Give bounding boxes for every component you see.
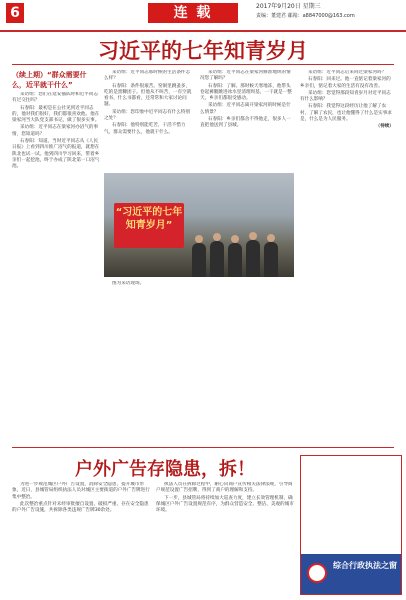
paragraph: 石春阳：了解。那时候天寒地冻，他带头卷起裤腿跳进冰水里清理坝基，一干就是一整天。乡亲们都很受感动。 (200, 83, 292, 102)
paragraph: 石春阳：条件很艰苦。窑洞里跳蚤多，吃的是黑糠团子。但他从不叫苦，一有空就看书，什么书都看，还常常和大家讨论问题。 (104, 83, 192, 108)
headline-rule (12, 64, 394, 65)
section-title: 连 载 (148, 3, 238, 23)
page-header (0, 0, 406, 32)
paragraph: 采访组：您印象中近平同志有什么特别之处？ (104, 109, 191, 122)
paragraph: 采访组：您觉得那段知青岁月对近平同志有什么影响？ (300, 90, 391, 103)
paragraph: 石春阳：乡亲们都舍不得他走，很多人一直把他送到了县城。 (200, 117, 291, 129)
enforcement-ad-box (300, 455, 402, 595)
emblem-icon (307, 563, 327, 583)
intro-subtitle: （续上期）“群众需要什么，近平就干什么” (12, 71, 87, 89)
second-article-column-2 (156, 482, 294, 594)
second-article-headline: 户外广告存隐患，拆！ (75, 459, 255, 480)
paragraph: 为进一步规范城区户外广告设置，消除安全隐患，提升城市形象，近日，县城管局组织执法人员对城区主要街道的户外广告牌进行集中整治。 (12, 482, 150, 500)
photo-caption-area (104, 281, 294, 441)
paragraph: 石春阳：回来过。他一直惦记着梁家河的乡亲们，惦记着大家的生活有没有改善。 (300, 77, 391, 89)
paragraph: 采访组：近平同志后来回过梁家河吗？ (308, 70, 387, 75)
paragraph: 石春阳：最初是在公社见到近平同志的，他对我们很好，我们都很喜欢他。他在梁家河当大队党支部书记，做了很多实事。 (12, 105, 100, 124)
second-article-column-1 (12, 482, 152, 594)
person-figure (246, 240, 260, 277)
paragraph: 执法人员在拆除过程中，耐心向商户宣传相关法律法规，引导商户规范设置广告招牌，得到了商户的理解和支持。 (156, 482, 293, 494)
article-headline: 习近平的七年知青岁月 (98, 38, 308, 63)
photo-caption: 图为采访现场。 (112, 281, 145, 286)
article-column-4 (300, 70, 394, 442)
photo-banner: “习近平的七年知青岁月” (114, 203, 184, 248)
paragraph: 石春阳：他特别能吃苦，干活不惜力气。群众需要什么，他就干什么。 (104, 123, 186, 135)
paragraph: 采访组：近平同志那时候的生活条件怎么样？ (104, 70, 191, 82)
paragraph: 此次整治重点针对未经审批擅自设置、破损严重、存在安全隐患的户外广告设施，共拆除各类违规广告牌30余处。 (12, 501, 149, 514)
editor-contact: 责编：董建君 邮箱：a8847000@163.com (256, 13, 355, 19)
to-be-continued: （待续） (375, 124, 394, 130)
issue-date: 2017年9月20日 星期三 (256, 3, 321, 10)
section-divider (12, 447, 394, 448)
paragraph: 采访组：近平同志在梁家河办沼气的事情，您知道吗？ (12, 125, 99, 137)
person-figure (228, 243, 242, 277)
person-figure (192, 243, 206, 277)
article-column-3 (200, 70, 294, 170)
paragraph: 采访组：近平同志在梁家河修淤地坝的情况您了解吗？ (200, 70, 291, 82)
paragraph: 石春阳：我觉得这段经历让他了解了农村，了解了农民，也让他懂得了什么是实事求是，什么是为人民服务。 (300, 104, 392, 123)
article-photo (104, 173, 294, 277)
article-column-1 (12, 92, 100, 442)
person-figure (264, 242, 278, 277)
paragraph: 石春阳：知道。当时近平同志从《人民日报》上看到四川推广沼气的报道，就想在陕北也试一试。他到四川学习回来，带着乡亲们一起挖池，终于办成了陕北第一口沼气池。 (12, 139, 100, 170)
page-number: 6 (6, 3, 24, 23)
person-figure (210, 241, 224, 277)
ad-banner (301, 554, 401, 594)
paragraph: 下一步，县城管局将持续加大巡查力度，建立长效管理机制，确保城区户外广告设置规范有序，为群众营造安全、整洁、美观的城市环境。 (156, 495, 294, 514)
ad-title: 综合行政执法之窗 (333, 561, 397, 570)
paragraph: 采访组：您们在延安插队时和近平同志有过交往吗？ (12, 92, 99, 104)
article-column-2 (104, 70, 194, 170)
paragraph: 采访组：近平同志离开梁家河的时候是什么情景？ (200, 103, 291, 115)
